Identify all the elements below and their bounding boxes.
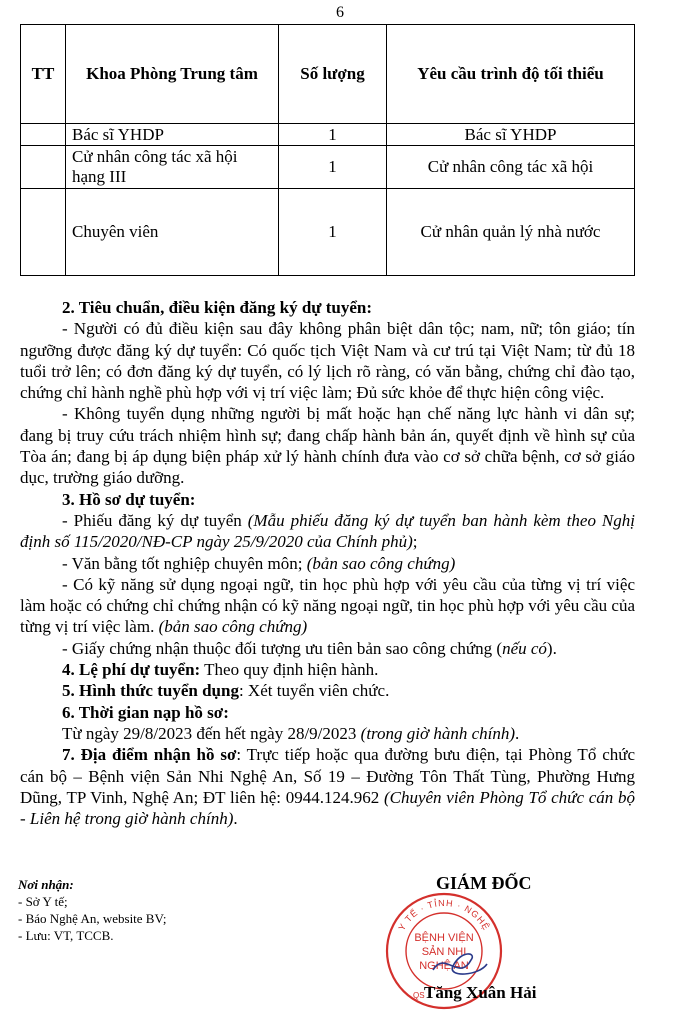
svg-text:Y TẾ · TỈNH · NGHỆ [396,897,491,932]
item-text: - Văn bằng tốt nghiệp chuyên môn; [62,553,307,573]
item-note: (bản sao công chứng) [158,617,308,637]
item-end: ; [412,532,418,552]
section-2-paragraph: - Không tuyển dụng những người bị mất hoặc hạn chế năng lực hành vi dân sự; đang bị truy cứu trách nhiệm hình sự; đang chấp hành bản án, quyết định về hình sự của Tòa án; đang bị áp dụng biện pháp xử lý hành chính đưa vào cơ sở chữa bệnh, cơ sở giáo dục, trường giáo dưỡng. [20,404,635,488]
section-7-label: 7. Địa điểm nhận hồ sơ [62,745,237,765]
recipient-item: - Báo Nghệ An, website BV; [18,911,167,926]
section-6-note: (trong giờ hành chính) [360,723,516,743]
item-text: - Có kỹ năng sử dụng ngoại ngữ, tin học phù hợp với yêu cầu của từng vị trí việc làm hoặc có chứng chỉ chứng nhận có kỹ năng ngoại ngữ, tin học phù hợp với yêu cầu của từng vị trí việc làm. [20,574,635,637]
cell-position: Chuyên viên [66,189,279,276]
section-3-heading: 3. Hồ sơ dự tuyển: [62,489,196,509]
cell-quantity: 1 [279,124,387,146]
section-4-label: 4. Lệ phí dự tuyển: [62,660,201,680]
cell-quantity: 1 [279,146,387,189]
section-6-text [20,723,635,744]
cell-requirement: Cử nhân quản lý nhà nước [387,189,635,276]
section-3-item [20,574,635,638]
section-4 [20,659,635,680]
cell-tt [21,189,66,276]
section-3-item [20,510,635,553]
table-row [21,146,635,189]
seal-line: NGHỆ AN [419,960,469,972]
section-7 [20,744,635,829]
cell-tt [21,124,66,146]
section-3-item [20,638,635,659]
section-5-text: : Xét tuyển viên chức. [238,681,390,701]
item-end: ). [546,638,557,658]
section-5-label: 5. Hình thức tuyển dụng [62,681,239,701]
item-note: (bản sao công chứng) [306,553,456,573]
item-text: - Giấy chứng nhận thuộc đối tượng ưu tiên bản sao công chứng ( [62,638,503,658]
item-text: - Phiếu đăng ký dự tuyển [62,510,248,530]
section-3-item [20,553,635,574]
item-note: nếu có [502,638,547,658]
section-6-end: . [515,723,520,743]
header-tt: TT [21,25,66,124]
table-row [21,124,635,146]
cell-requirement: Bác sĩ YHDP [387,124,635,146]
seal-line: BỆNH VIỆN [414,932,474,944]
cell-quantity: 1 [279,189,387,276]
recipients-block [18,876,167,944]
header-requirement: Yêu cầu trình độ tối thiểu [387,25,635,124]
item-note: (Mẫu phiếu đăng ký dự tuyển ban hành kèm theo Nghị định số 115/2020/NĐ-CP ngày 25/9/2020 của Chính phủ) [20,510,635,552]
cell-tt [21,146,66,189]
cell-position: Cử nhân công tác xã hội hạng III [66,146,279,189]
table-header-row [21,25,635,124]
section-7-end: . [233,809,238,829]
header-quantity: Số lượng [279,25,387,124]
section-6-dates: Từ ngày 29/8/2023 đến hết ngày 28/9/2023 [62,723,361,743]
section-2-paragraph: - Người có đủ điều kiện sau đây không phân biệt dân tộc; nam, nữ; tôn giáo; tín ngưỡng được đăng ký dự tuyển: Có quốc tịch Việt Nam và cư trú tại Việt Nam; từ đủ 18 tuổi trở lên; có đơn đăng ký dự tuyển, có lý lịch rõ ràng, có văn bằng, chứng chỉ đào tạo, chứng chỉ hành nghề phù hợp với vị trí việc làm; Đủ sức khỏe để thực hiện công việc. [20,319,635,403]
section-7-note: (Chuyên viên Phòng Tổ chức cán bộ - Liên hệ trong giờ hành chính) [20,787,635,829]
recipient-item: - Lưu: VT, TCCB. [18,928,114,943]
cell-position: Bác sĩ YHDP [66,124,279,146]
table-row [21,189,635,276]
section-5 [20,680,635,701]
recipients-heading: Nơi nhận: [18,877,74,892]
seal-line: SẢN NHI [421,946,467,958]
section-7-text: : Trực tiếp hoặc qua đường bưu điện, tại Phòng Tổ chức cán bộ – Bệnh viện Sản Nhi Nghệ An, Số 19 – Đường Tôn Thất Tùng, Phường Hưng Dũng, TP Vinh, Nghệ An; ĐT liên hệ: 0944.124.962 [20,745,635,807]
recipient-item: - Sở Y tế; [18,894,68,909]
section-2-heading: 2. Tiêu chuẩn, điều kiện đăng ký dự tuyển: [62,298,373,317]
header-department: Khoa Phòng Trung tâm [66,25,279,124]
seal-ring-text: Y TẾ · TỈNH · NGHỆ [396,897,492,933]
director-title: GIÁM ĐỐC [436,873,532,893]
signer-name: Tăng Xuân Hải [424,983,537,1002]
document-body [20,297,635,829]
section-6-heading: 6. Thời gian nạp hồ sơ: [62,702,229,722]
cell-requirement: Cử nhân công tác xã hội [387,146,635,189]
page-number: 6 [336,4,344,21]
section-4-text: Theo quy định hiện hành. [200,660,379,680]
recruitment-table [20,24,635,276]
seal-ring-bottom: QS [413,991,425,1000]
